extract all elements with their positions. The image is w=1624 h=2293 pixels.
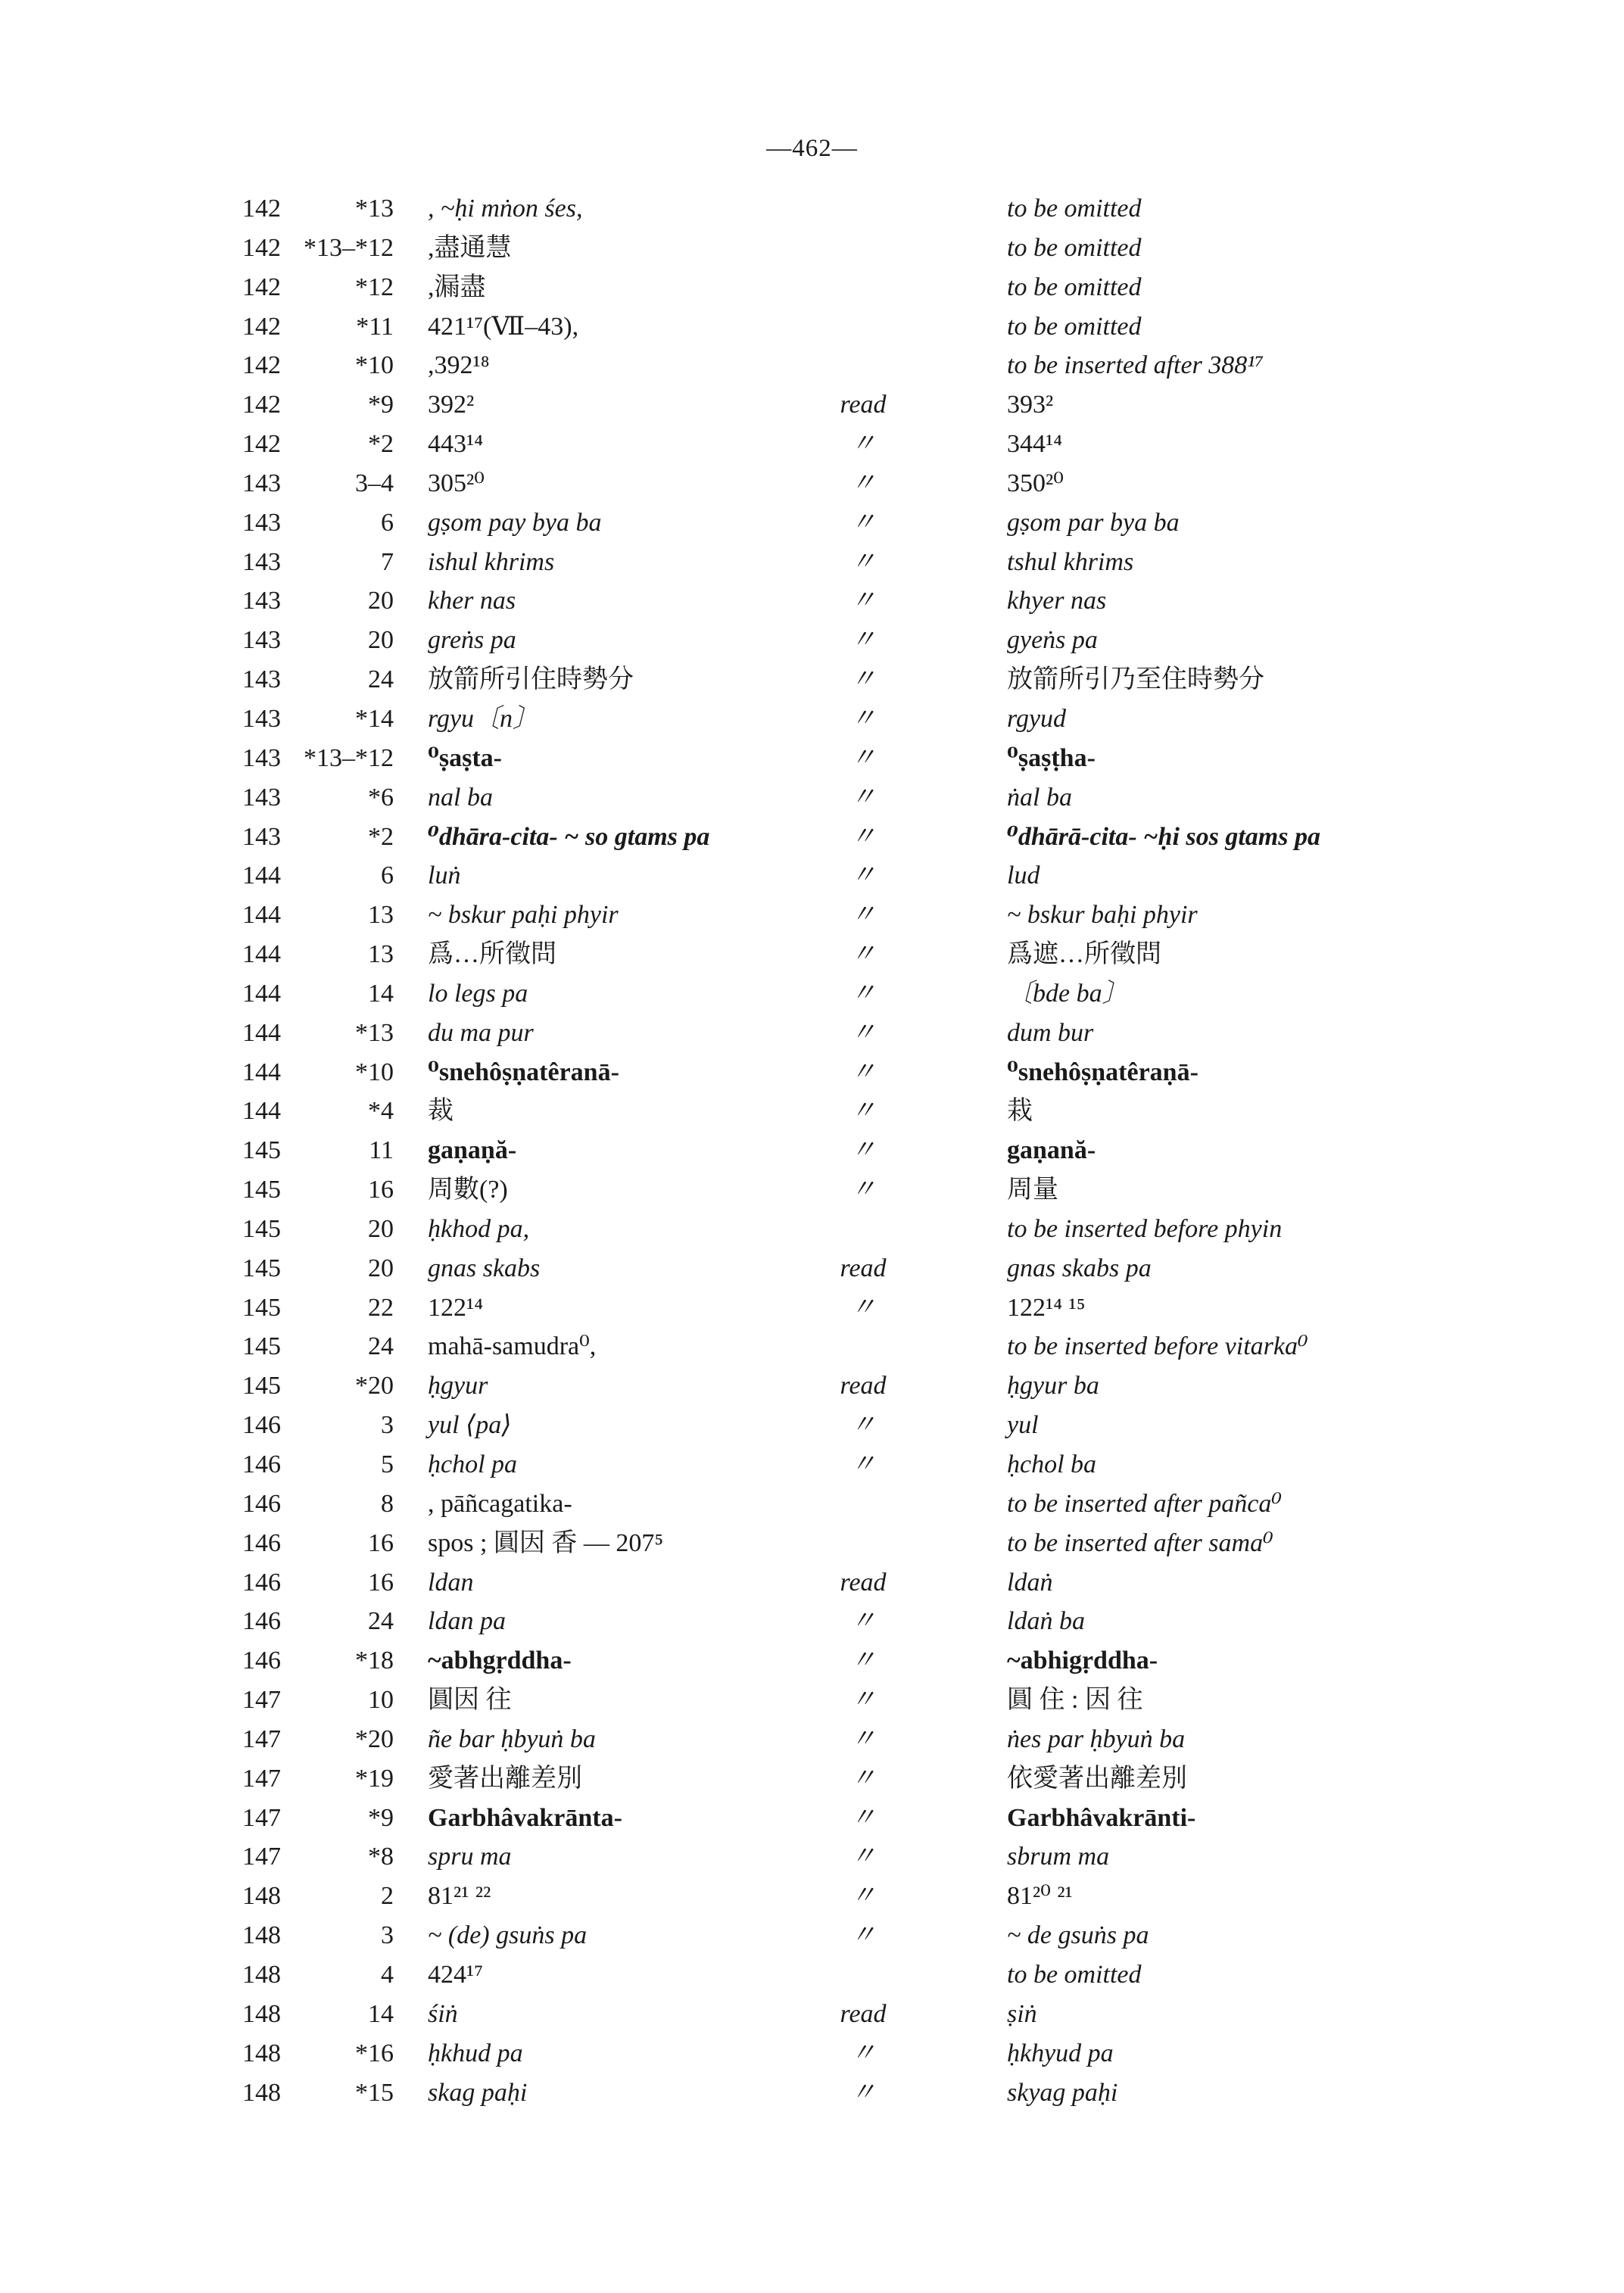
page-ref: 142 xyxy=(242,430,281,459)
page-ref: 143 xyxy=(242,547,281,576)
page-ref: 147 xyxy=(242,1686,281,1715)
table-row xyxy=(242,1681,1454,1720)
table-row xyxy=(242,189,1454,229)
corrected-text: 依愛著出離差別 xyxy=(1007,1764,1187,1793)
errata-table xyxy=(242,189,1454,2112)
correction-verb: 〃 xyxy=(850,1018,876,1047)
line-ref: *9 xyxy=(368,391,394,419)
table-row xyxy=(242,1170,1454,1210)
line-ref: *2 xyxy=(368,430,394,459)
line-ref: 20 xyxy=(368,1254,394,1282)
table-row xyxy=(242,1014,1454,1053)
erroneous-text: gnas skabs xyxy=(428,1254,541,1282)
line-ref: 14 xyxy=(368,979,394,1008)
line-ref: 8 xyxy=(381,1489,394,1518)
line-ref: *8 xyxy=(368,1843,394,1871)
corrected-text: 350²⁰ xyxy=(1007,469,1064,497)
table-row xyxy=(242,974,1454,1014)
corrected-text: to be inserted after pañca⁰ xyxy=(1007,1489,1283,1518)
correction-verb: 〃 xyxy=(850,2039,876,2067)
table-row xyxy=(242,699,1454,739)
erroneous-text: 421¹⁷(Ⅶ–43), xyxy=(428,312,579,341)
corrected-text: gaṇană- xyxy=(1007,1136,1096,1165)
page-ref: 148 xyxy=(242,2078,281,2107)
correction-verb: 〃 xyxy=(850,1803,876,1832)
correction-verb: 〃 xyxy=(850,940,876,969)
erroneous-text: rgyu〔n〕 xyxy=(428,704,539,733)
line-ref: *13–*12 xyxy=(304,233,394,262)
table-row xyxy=(242,268,1454,307)
line-ref: *4 xyxy=(368,1097,394,1126)
page-ref: 144 xyxy=(242,1058,281,1086)
correction-verb: read xyxy=(840,391,887,419)
table-row xyxy=(242,818,1454,857)
table-row xyxy=(242,1485,1454,1524)
page-ref: 147 xyxy=(242,1843,281,1871)
line-ref: 24 xyxy=(368,1332,394,1361)
page-ref: 145 xyxy=(242,1176,281,1204)
erroneous-text: ,392¹⁸ xyxy=(428,351,490,380)
correction-verb: read xyxy=(840,1999,887,2028)
erroneous-text: 爲…所徵問 xyxy=(428,940,556,969)
line-ref: 6 xyxy=(381,861,394,890)
erroneous-text: mahā-samudra⁰, xyxy=(428,1332,597,1361)
page-ref: 143 xyxy=(242,822,281,851)
line-ref: 4 xyxy=(381,1960,394,1989)
corrected-text: to be omitted xyxy=(1007,273,1142,301)
correction-verb: read xyxy=(840,1372,887,1400)
corrected-text: ~abhigṛddha- xyxy=(1007,1647,1158,1675)
erroneous-text: Garbhâvakrānta- xyxy=(428,1803,622,1832)
erroneous-text: ḥgyur xyxy=(428,1372,488,1400)
line-ref: 20 xyxy=(368,587,394,615)
line-ref: 22 xyxy=(368,1293,394,1322)
line-ref: *12 xyxy=(355,273,394,301)
erroneous-text: skag paḥi xyxy=(428,2078,528,2107)
correction-verb: 〃 xyxy=(850,1058,876,1086)
page-ref: 147 xyxy=(242,1764,281,1793)
line-ref: 14 xyxy=(368,1999,394,2028)
corrected-text: ldaṅ xyxy=(1007,1568,1053,1597)
correction-verb: 〃 xyxy=(850,1411,876,1440)
correction-verb: 〃 xyxy=(850,1921,876,1950)
page-ref: 146 xyxy=(242,1568,281,1597)
erroneous-text: spru ma xyxy=(428,1843,512,1871)
corrected-text: to be omitted xyxy=(1007,195,1142,223)
line-ref: 20 xyxy=(368,1214,394,1243)
erroneous-text: greṅs pa xyxy=(428,626,516,655)
erroneous-text: 305²⁰ xyxy=(428,469,485,497)
page-ref: 143 xyxy=(242,469,281,497)
page-ref: 144 xyxy=(242,940,281,969)
page-ref: 145 xyxy=(242,1136,281,1165)
erroneous-text: ⁰dhāra-cita- ~ so gtams pa xyxy=(428,822,710,851)
page-ref: 143 xyxy=(242,626,281,655)
table-row xyxy=(242,1053,1454,1092)
table-row xyxy=(242,1563,1454,1603)
corrected-text: ḥchol ba xyxy=(1007,1450,1097,1478)
erroneous-text: ishul khrims xyxy=(428,547,555,576)
correction-verb: 〃 xyxy=(850,1686,876,1715)
table-row xyxy=(242,1759,1454,1799)
correction-verb: 〃 xyxy=(850,1724,876,1753)
table-row xyxy=(242,1799,1454,1838)
erroneous-text: gṣom pay bya ba xyxy=(428,508,602,537)
correction-verb: 〃 xyxy=(850,1607,876,1636)
table-row xyxy=(242,621,1454,660)
erroneous-text: 424¹⁷ xyxy=(428,1960,484,1989)
table-row xyxy=(242,1524,1454,1563)
line-ref: *2 xyxy=(368,822,394,851)
page-ref: 144 xyxy=(242,1018,281,1047)
correction-verb: 〃 xyxy=(850,783,876,812)
table-row xyxy=(242,1445,1454,1485)
table-row xyxy=(242,1995,1454,2034)
line-ref: 13 xyxy=(368,940,394,969)
page-ref: 143 xyxy=(242,743,281,772)
page-ref: 144 xyxy=(242,979,281,1008)
correction-verb: 〃 xyxy=(850,1097,876,1126)
table-row xyxy=(242,1955,1454,1995)
page-ref: 147 xyxy=(242,1724,281,1753)
page-ref: 142 xyxy=(242,312,281,341)
table-row xyxy=(242,935,1454,974)
correction-verb: 〃 xyxy=(850,1647,876,1675)
page-ref: 143 xyxy=(242,587,281,615)
line-ref: *9 xyxy=(368,1803,394,1832)
table-row xyxy=(242,1249,1454,1288)
page-ref: 142 xyxy=(242,273,281,301)
erroneous-text: ,漏盡 xyxy=(428,273,486,301)
page-number: —462— xyxy=(766,135,858,162)
page-ref: 146 xyxy=(242,1607,281,1636)
page-ref: 142 xyxy=(242,195,281,223)
erroneous-text: 122¹⁴ xyxy=(428,1293,484,1322)
corrected-text: to be inserted before phyin xyxy=(1007,1214,1283,1243)
table-row xyxy=(242,1641,1454,1681)
corrected-text: Garbhâvakrānti- xyxy=(1007,1803,1196,1832)
corrected-text: to be inserted after 388¹⁷ xyxy=(1007,351,1264,380)
corrected-text: gṣom par bya ba xyxy=(1007,508,1180,537)
page-ref: 143 xyxy=(242,704,281,733)
erroneous-text: ~ bskur paḥi phyir xyxy=(428,901,619,930)
line-ref: *10 xyxy=(355,1058,394,1086)
table-row xyxy=(242,896,1454,935)
corrected-text: lud xyxy=(1007,861,1040,890)
line-ref: 10 xyxy=(368,1686,394,1715)
line-ref: 2 xyxy=(381,1882,394,1911)
erroneous-text: ~abhgṛddha- xyxy=(428,1647,572,1675)
corrected-text: khyer nas xyxy=(1007,587,1107,615)
correction-verb: 〃 xyxy=(850,1176,876,1204)
corrected-text: 圓 住 : 因 往 xyxy=(1007,1686,1143,1715)
table-row xyxy=(242,464,1454,503)
erroneous-text: du ma pur xyxy=(428,1018,534,1047)
page-ref: 142 xyxy=(242,351,281,380)
table-row xyxy=(242,543,1454,582)
table-row xyxy=(242,1720,1454,1759)
erroneous-text: ⁰snehôṣṇatêranā- xyxy=(428,1058,619,1086)
table-row xyxy=(242,1131,1454,1170)
corrected-text: 周量 xyxy=(1007,1176,1058,1204)
erroneous-text: ,盡通慧 xyxy=(428,233,512,262)
erroneous-text: 周數(?) xyxy=(428,1176,508,1204)
corrected-text: 栽 xyxy=(1007,1097,1033,1126)
erroneous-text: kher nas xyxy=(428,587,516,615)
corrected-text: gyeṅs pa xyxy=(1007,626,1098,655)
table-row xyxy=(242,856,1454,896)
corrected-text: to be omitted xyxy=(1007,312,1142,341)
table-row xyxy=(242,2034,1454,2073)
line-ref: 11 xyxy=(369,1136,394,1165)
erroneous-text: ldan xyxy=(428,1568,474,1597)
correction-verb: read xyxy=(840,1568,887,1597)
line-ref: 16 xyxy=(368,1568,394,1597)
line-ref: *14 xyxy=(355,704,394,733)
page-ref: 146 xyxy=(242,1528,281,1557)
table-row xyxy=(242,307,1454,347)
erroneous-text: spos ; 圓因 香 — 207⁵ xyxy=(428,1528,664,1557)
page-ref: 143 xyxy=(242,783,281,812)
erroneous-text: gaṇaṇă- xyxy=(428,1136,517,1165)
line-ref: *18 xyxy=(355,1647,394,1675)
table-row xyxy=(242,739,1454,778)
table-row xyxy=(242,346,1454,385)
page-ref: 146 xyxy=(242,1450,281,1478)
line-ref: *15 xyxy=(355,2078,394,2107)
page-ref: 145 xyxy=(242,1214,281,1243)
corrected-text: to be inserted before vitarka⁰ xyxy=(1007,1332,1308,1361)
line-ref: *11 xyxy=(356,312,394,341)
correction-verb: 〃 xyxy=(850,1450,876,1478)
corrected-text: ⁰dhārā-cita- ~ḥi sos gtams pa xyxy=(1007,822,1320,851)
erroneous-text: ⁰ṣaṣta- xyxy=(428,743,502,772)
correction-verb: 〃 xyxy=(850,1764,876,1793)
correction-verb: 〃 xyxy=(850,704,876,733)
page-ref: 148 xyxy=(242,1960,281,1989)
table-row xyxy=(242,503,1454,543)
page-ref: 144 xyxy=(242,861,281,890)
table-row xyxy=(242,778,1454,818)
page-ref: 148 xyxy=(242,2039,281,2067)
page-ref: 143 xyxy=(242,508,281,537)
erroneous-text: 443¹⁴ xyxy=(428,430,484,459)
corrected-text: 393² xyxy=(1007,391,1054,419)
page-ref: 145 xyxy=(242,1332,281,1361)
page-ref: 144 xyxy=(242,901,281,930)
erroneous-text: 愛著出離差別 xyxy=(428,1764,582,1793)
page-ref: 147 xyxy=(242,1803,281,1832)
line-ref: *20 xyxy=(355,1372,394,1400)
corrected-text: ṅes par ḥbyuṅ ba xyxy=(1007,1724,1186,1753)
page-ref: 145 xyxy=(242,1254,281,1282)
erroneous-text: lo legs pa xyxy=(428,979,528,1008)
corrected-text: ṅal ba xyxy=(1007,783,1072,812)
erroneous-text: śiṅ xyxy=(428,1999,458,2028)
correction-verb: 〃 xyxy=(850,626,876,655)
corrected-text: 344¹⁴ xyxy=(1007,430,1063,459)
erroneous-text: ñe bar ḥbyuṅ ba xyxy=(428,1724,596,1753)
corrected-text: 〔bde ba〕 xyxy=(1007,979,1128,1008)
corrected-text: tshul khrims xyxy=(1007,547,1134,576)
correction-verb: 〃 xyxy=(850,1136,876,1165)
line-ref: *19 xyxy=(355,1764,394,1793)
corrected-text: 放箭所引乃至住時勢分 xyxy=(1007,665,1264,694)
correction-verb: 〃 xyxy=(850,665,876,694)
erroneous-text: ḥkhud pa xyxy=(428,2039,523,2067)
correction-verb: 〃 xyxy=(850,547,876,576)
line-ref: *13–*12 xyxy=(304,743,394,772)
table-row xyxy=(242,2073,1454,2113)
erroneous-text: yul ⟨pa⟩ xyxy=(428,1411,512,1440)
correction-verb: 〃 xyxy=(850,901,876,930)
table-row xyxy=(242,1288,1454,1328)
corrected-text: to be omitted xyxy=(1007,233,1142,262)
line-ref: *13 xyxy=(355,195,394,223)
corrected-text: skyag paḥi xyxy=(1007,2078,1118,2107)
page-ref: 146 xyxy=(242,1647,281,1675)
correction-verb: 〃 xyxy=(850,430,876,459)
table-row xyxy=(242,660,1454,699)
line-ref: *20 xyxy=(355,1724,394,1753)
page-ref: 145 xyxy=(242,1293,281,1322)
erroneous-text: 圓因 往 xyxy=(428,1686,512,1715)
correction-verb: 〃 xyxy=(850,587,876,615)
correction-verb: 〃 xyxy=(850,1843,876,1871)
corrected-text: ḥgyur ba xyxy=(1007,1372,1099,1400)
erroneous-text: 392² xyxy=(428,391,475,419)
erroneous-text: ḥkhod pa, xyxy=(428,1214,530,1243)
corrected-text: yul xyxy=(1007,1411,1039,1440)
erroneous-text: 放箭所引住時勢分 xyxy=(428,665,634,694)
corrected-text: ṣiṅ xyxy=(1007,1999,1037,2028)
page-ref: 148 xyxy=(242,1882,281,1911)
table-row xyxy=(242,1837,1454,1877)
line-ref: 3 xyxy=(381,1411,394,1440)
page-ref: 148 xyxy=(242,1999,281,2028)
page-ref: 143 xyxy=(242,665,281,694)
erroneous-text: 81²¹ ²² xyxy=(428,1882,491,1911)
page-ref: 148 xyxy=(242,1921,281,1950)
line-ref: *6 xyxy=(368,783,394,812)
table-row xyxy=(242,581,1454,621)
erroneous-text: ~ (de) gsuṅs pa xyxy=(428,1921,588,1950)
table-row xyxy=(242,385,1454,425)
erroneous-text: 裁 xyxy=(428,1097,454,1126)
line-ref: 16 xyxy=(368,1528,394,1557)
erroneous-text: ldan pa xyxy=(428,1607,506,1636)
correction-verb: 〃 xyxy=(850,822,876,851)
line-ref: 3 xyxy=(381,1921,394,1950)
erroneous-text: nal ba xyxy=(428,783,493,812)
correction-verb: 〃 xyxy=(850,2078,876,2107)
corrected-text: rgyud xyxy=(1007,704,1067,733)
line-ref: 6 xyxy=(381,508,394,537)
corrected-text: to be inserted after sama⁰ xyxy=(1007,1528,1273,1557)
table-row xyxy=(242,1916,1454,1955)
corrected-text: ⁰ṣaṣṭha- xyxy=(1007,743,1096,772)
corrected-text: gnas skabs pa xyxy=(1007,1254,1152,1282)
line-ref: 3–4 xyxy=(355,469,394,497)
erroneous-text: , ~ḥi mṅon śes, xyxy=(428,195,583,223)
corrected-text: ~ de gsuṅs pa xyxy=(1007,1921,1149,1950)
line-ref: 16 xyxy=(368,1176,394,1204)
correction-verb: 〃 xyxy=(850,743,876,772)
corrected-text: ~ bskur baḥi phyir xyxy=(1007,901,1198,930)
line-ref: *13 xyxy=(355,1018,394,1047)
corrected-text: ldaṅ ba xyxy=(1007,1607,1085,1636)
corrected-text: 122¹⁴ ¹⁵ xyxy=(1007,1293,1086,1322)
table-row xyxy=(242,1092,1454,1131)
page-ref: 142 xyxy=(242,233,281,262)
corrected-text: 爲遮…所徵問 xyxy=(1007,940,1161,969)
correction-verb: 〃 xyxy=(850,469,876,497)
table-row xyxy=(242,1327,1454,1366)
page-ref: 144 xyxy=(242,1097,281,1126)
corrected-text: dum bur xyxy=(1007,1018,1094,1047)
line-ref: 7 xyxy=(381,547,394,576)
correction-verb: read xyxy=(840,1254,887,1282)
correction-verb: 〃 xyxy=(850,1882,876,1911)
page-ref: 145 xyxy=(242,1372,281,1400)
corrected-text: ⁰snehôṣṇatêraṇā- xyxy=(1007,1058,1199,1086)
correction-verb: 〃 xyxy=(850,508,876,537)
page-ref: 142 xyxy=(242,391,281,419)
correction-verb: 〃 xyxy=(850,861,876,890)
line-ref: 24 xyxy=(368,1607,394,1636)
table-row xyxy=(242,1366,1454,1406)
erroneous-text: luṅ xyxy=(428,861,461,890)
table-row xyxy=(242,1877,1454,1916)
table-row xyxy=(242,1602,1454,1641)
line-ref: *16 xyxy=(355,2039,394,2067)
corrected-text: ḥkhyud pa xyxy=(1007,2039,1114,2067)
table-row xyxy=(242,229,1454,268)
corrected-text: 81²⁰ ²¹ xyxy=(1007,1882,1073,1911)
corrected-text: to be omitted xyxy=(1007,1960,1142,1989)
correction-verb: 〃 xyxy=(850,979,876,1008)
line-ref: 5 xyxy=(381,1450,394,1478)
line-ref: *10 xyxy=(355,351,394,380)
page-ref: 146 xyxy=(242,1411,281,1440)
page-ref: 146 xyxy=(242,1489,281,1518)
erroneous-text: , pāñcagatika- xyxy=(428,1489,572,1518)
erroneous-text: ḥchol pa xyxy=(428,1450,518,1478)
table-row xyxy=(242,1210,1454,1249)
table-row xyxy=(242,1406,1454,1445)
table-row xyxy=(242,425,1454,464)
line-ref: 20 xyxy=(368,626,394,655)
line-ref: 13 xyxy=(368,901,394,930)
line-ref: 24 xyxy=(368,665,394,694)
correction-verb: 〃 xyxy=(850,1293,876,1322)
corrected-text: sbrum ma xyxy=(1007,1843,1110,1871)
